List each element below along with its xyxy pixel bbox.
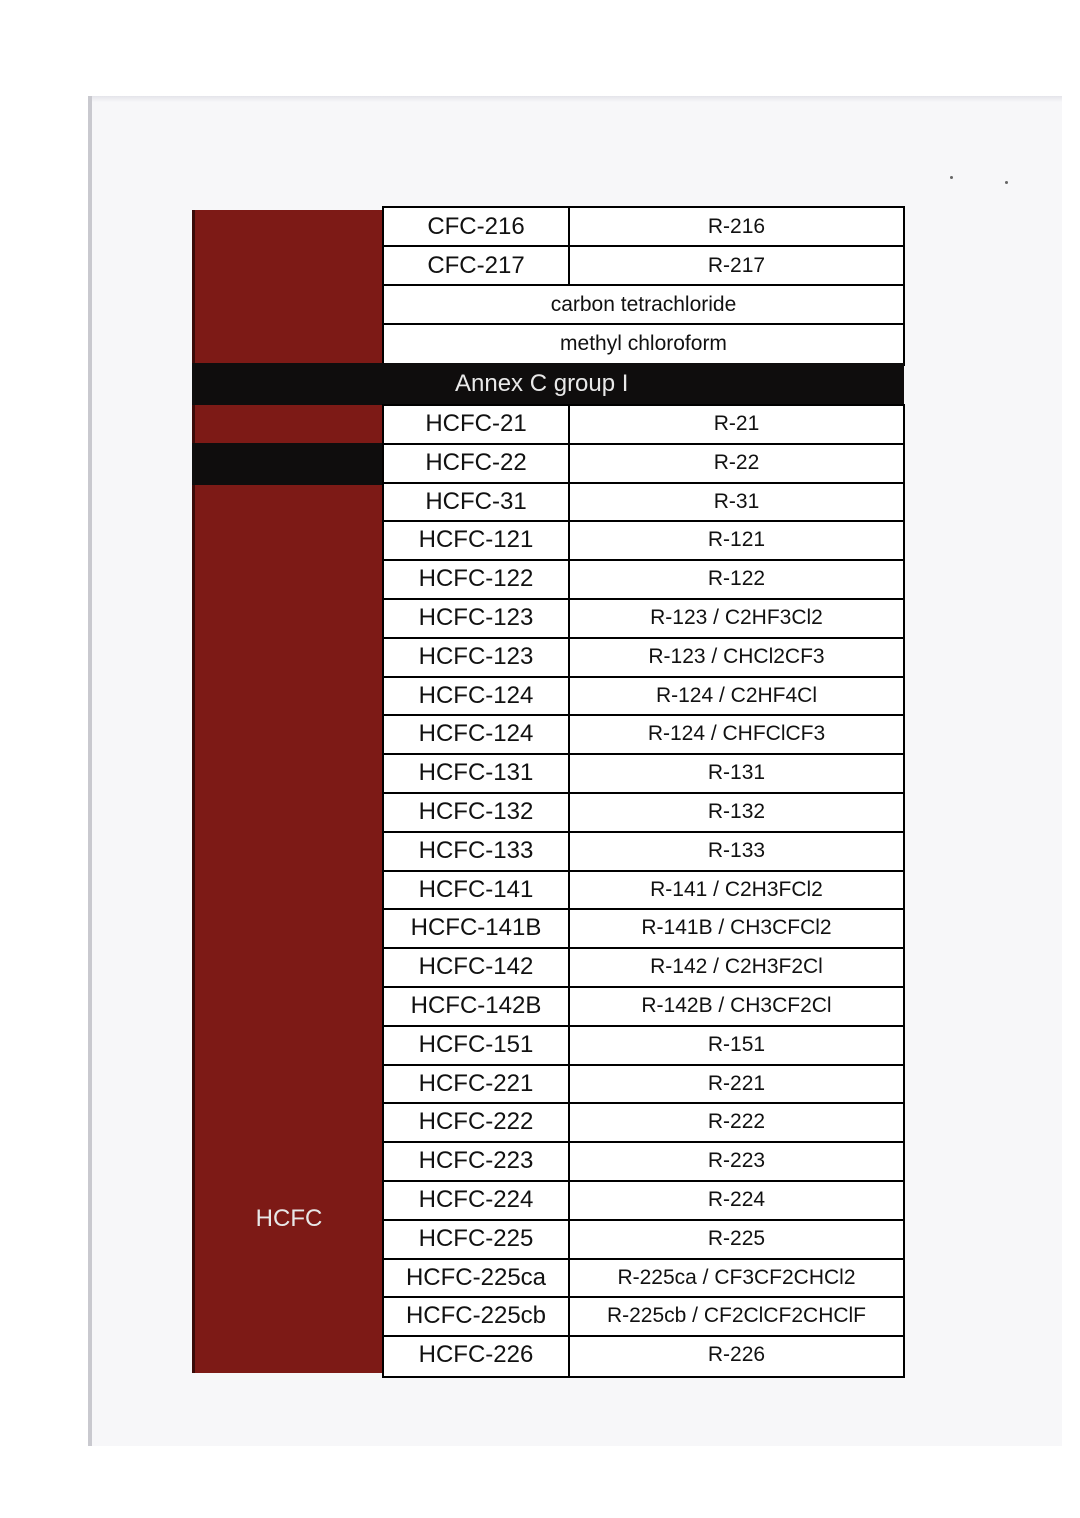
table-row <box>384 247 903 286</box>
table-row <box>384 600 903 639</box>
refrigerant-name-cell: R-225 <box>707 1226 766 1250</box>
table-row <box>384 1298 903 1337</box>
refrigerant-name-cell: R-223 <box>707 1149 766 1173</box>
refrigerant-name-cell: R-222 <box>707 1110 766 1134</box>
substance-name-cell: carbon tetrachloride <box>550 293 737 316</box>
scan-speck <box>1005 181 1008 184</box>
substance-code-cell: HCFC-224 <box>384 1182 570 1219</box>
table-row <box>384 1143 903 1182</box>
substance-code-cell: HCFC-142B <box>384 988 570 1025</box>
substance-code-cell: HCFC-123 <box>384 639 570 676</box>
substance-code-cell: HCFC-131 <box>384 755 570 792</box>
table-row <box>384 445 903 484</box>
hcfc-table <box>382 404 905 1378</box>
table-row <box>384 910 903 949</box>
table-row <box>384 1027 903 1066</box>
table-row <box>384 406 903 445</box>
refrigerant-name-cell: R-221 <box>707 1071 766 1095</box>
substance-code-cell: HCFC-132 <box>384 794 570 831</box>
table-row <box>384 522 903 561</box>
substance-code-cell: HCFC-21 <box>384 406 570 443</box>
refrigerant-name-cell: R-131 <box>707 761 766 785</box>
refrigerant-name-cell: R-22 <box>713 450 760 474</box>
refrigerant-name-cell: R-121 <box>707 528 766 552</box>
refrigerant-name-cell: R-141 / C2H3FCl2 <box>650 877 823 901</box>
table-row <box>384 1337 903 1376</box>
refrigerant-name-cell: R-216 <box>707 215 766 238</box>
table-row <box>384 755 903 794</box>
substance-code-cell: HCFC-151 <box>384 1027 570 1064</box>
table-row <box>384 325 903 364</box>
refrigerant-name-cell: R-123 / CHCl2CF3 <box>648 644 825 668</box>
table-row <box>384 1066 903 1105</box>
substance-code-cell: HCFC-221 <box>384 1066 570 1103</box>
refrigerant-name-cell: R-217 <box>707 254 766 277</box>
refrigerant-name-cell: R-31 <box>713 489 760 513</box>
group-label: HCFC <box>255 1205 323 1232</box>
scan-speck <box>950 176 953 179</box>
refrigerant-name-cell: R-21 <box>713 412 760 435</box>
table-row <box>384 639 903 678</box>
table-row <box>384 1182 903 1221</box>
substance-code-cell: HCFC-22 <box>384 445 570 482</box>
top-table <box>382 206 905 366</box>
table-row <box>384 988 903 1027</box>
table-row <box>384 794 903 833</box>
section-header <box>192 363 904 405</box>
substance-name-cell: methyl chloroform <box>560 332 727 355</box>
refrigerant-name-cell: R-122 <box>707 567 766 591</box>
table-row <box>384 208 903 247</box>
substance-code-cell: HCFC-141 <box>384 872 570 909</box>
refrigerant-name-cell: R-225cb / CF2ClCF2CHClF <box>606 1304 867 1328</box>
table-row <box>384 1104 903 1143</box>
refrigerant-name-cell: R-226 <box>707 1343 766 1367</box>
substance-code-cell: HCFC-226 <box>384 1337 570 1376</box>
table-row <box>384 833 903 872</box>
substance-code-cell: HCFC-225 <box>384 1221 570 1258</box>
substance-code-cell: HCFC-133 <box>384 833 570 870</box>
refrigerant-name-cell: R-224 <box>707 1187 766 1211</box>
refrigerant-name-cell: R-123 / C2HF3Cl2 <box>650 605 823 629</box>
refrigerant-name-cell: R-133 <box>707 838 766 862</box>
table-row <box>384 1221 903 1260</box>
table-row <box>384 872 903 911</box>
refrigerant-name-cell: R-151 <box>707 1032 766 1056</box>
substance-code-cell: HCFC-121 <box>384 522 570 559</box>
refrigerant-name-cell: R-124 / CHFClCF3 <box>647 722 826 746</box>
section-title: Annex C group I <box>455 370 629 397</box>
substance-code-cell: HCFC-124 <box>384 678 570 715</box>
refrigerant-name-cell: R-142B / CH3CF2Cl <box>641 993 832 1017</box>
table-row <box>384 678 903 717</box>
substance-code-cell: HCFC-225cb <box>384 1298 570 1335</box>
substance-code-cell: HCFC-222 <box>384 1104 570 1141</box>
substance-code-cell: CFC-217 <box>384 247 570 284</box>
substance-code-cell: HCFC-142 <box>384 949 570 986</box>
table-row <box>384 561 903 600</box>
substance-code-cell: HCFC-223 <box>384 1143 570 1180</box>
refrigerant-name-cell: R-124 / C2HF4Cl <box>655 683 818 707</box>
substance-code-cell: HCFC-141B <box>384 910 570 947</box>
table-row <box>384 286 903 325</box>
table-row <box>384 949 903 988</box>
refrigerant-name-cell: R-142 / C2H3F2Cl <box>650 955 823 979</box>
table-row <box>384 484 903 523</box>
table-row <box>384 716 903 755</box>
substance-code-cell: HCFC-122 <box>384 561 570 598</box>
substance-code-cell: HCFC-124 <box>384 716 570 753</box>
refrigerant-name-cell: R-141B / CH3CFCl2 <box>641 916 832 940</box>
substance-code-cell: HCFC-123 <box>384 600 570 637</box>
substance-code-cell: HCFC-225ca <box>384 1260 570 1297</box>
refrigerant-name-cell: R-132 <box>707 799 766 823</box>
table-row <box>384 1260 903 1299</box>
category-band-dark-strip <box>192 443 386 485</box>
substance-code-cell: CFC-216 <box>384 208 570 245</box>
substance-code-cell: HCFC-31 <box>384 484 570 521</box>
refrigerant-name-cell: R-225ca / CF3CF2CHCl2 <box>617 1265 856 1289</box>
